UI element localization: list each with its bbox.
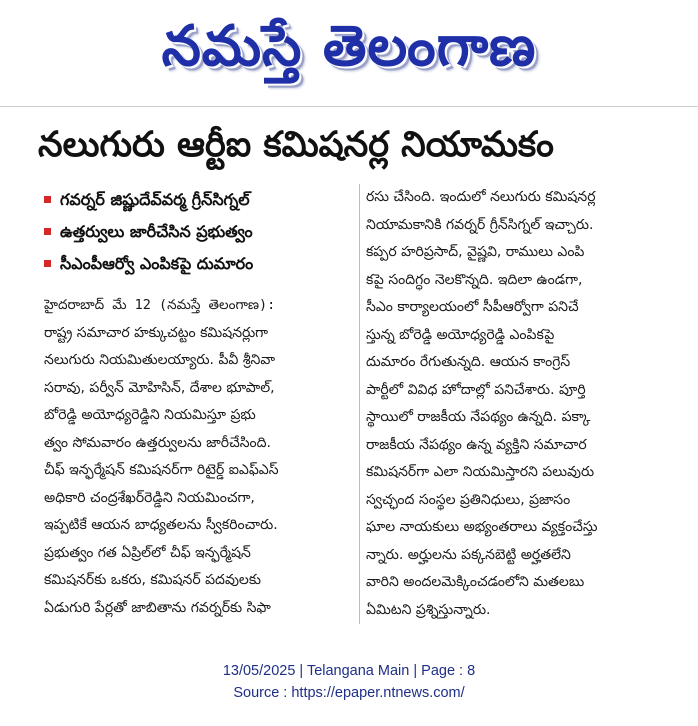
body-line: కపై సందిగ్ధం నెలకొన్నది. ఇదిలా ఉండగా, xyxy=(366,271,583,288)
masthead-divider xyxy=(0,106,698,107)
body-line: నియామకానికి గవర్నర్ గ్రీన్‌సిగ్నల్ ఇచ్చారు. xyxy=(366,216,594,233)
body-line: ఏడుగురి పేర్లతో జాబితాను గవర్నర్‌కు సిఫా xyxy=(44,599,271,616)
body-line: పార్టీలో వివిధ హోదాల్లో పనిచేశారు. పూర్తి xyxy=(366,381,586,398)
body-line: స్థాయిలో రాజకీయ నేపథ్యం ఉన్నది. పక్కా xyxy=(366,409,591,425)
body-line: ఏమిటని ప్రశ్నిస్తున్నారు. xyxy=(366,601,491,618)
subheadline-item xyxy=(44,216,358,248)
subheadline-text: ఉత్తర్వులు జారీచేసిన ప్రభుత్వం xyxy=(60,222,253,241)
body-line: న్నారు. అర్హులను పక్కనబెట్టి అర్హతలేని xyxy=(366,546,571,563)
newspaper-logo: నమస్తే తెలంగాణ xyxy=(161,13,537,79)
body-line: ఘాల నాయకులు అభ్యంతరాలు వ్యక్తంచేస్తు xyxy=(366,519,598,535)
body-line: అధికారి చంద్రశేఖర్‌రెడ్డిని నియమించగా, xyxy=(44,489,255,506)
body-line: బోరెడ్డి అయోధ్యరెడ్డిని నియమిస్తూ ప్రభు xyxy=(44,407,256,423)
body-line: రసు చేసింది. ఇందులో నలుగురు కమిషనర్ల xyxy=(366,189,596,205)
subheadline-item xyxy=(44,184,358,216)
body-line: కప్పర హరిప్రసాద్, వైష్ణవి, రాములు ఎంపి xyxy=(366,244,585,260)
square-bullet-icon xyxy=(44,228,51,235)
body-line: వారిని అందలమెక్కించడంలోని మతలబు xyxy=(366,574,585,590)
article-column-right xyxy=(366,184,670,624)
body-line: ప్రభుత్వం గత ఏప్రిల్‌లో చీఫ్ ఇన్ఫర్మేషన్ xyxy=(44,544,251,561)
body-line: రాష్ట్ర సమాచార హక్కుచట్టం కమిషనర్లుగా xyxy=(44,324,269,341)
body-line: కమిషనర్‌కు ఒకరు, కమిషనర్ పదవులకు xyxy=(44,572,261,588)
body-line: రాజకీయ నేపథ్యం ఉన్న వ్యక్తిని సమాచార xyxy=(366,436,587,453)
source-link[interactable]: Source : https://epaper.ntnews.com/ xyxy=(233,685,465,701)
article-headline: నలుగురు ఆర్టీఐ కమిషనర్ల నియామకం xyxy=(38,125,554,165)
masthead xyxy=(0,0,698,98)
subheadline-text: సీఎంపీఆర్వో ఎంపికపై దుమారం xyxy=(60,254,254,273)
subheadline-text: గవర్నర్ జిష్ణుదేవ్‌వర్మ గ్రీన్‌సిగ్నల్ xyxy=(60,190,250,209)
body-line: సరావు, పర్వీన్ మోహిసిన్, దేశాల భూపాల్, xyxy=(44,379,275,396)
body-line: కమిషనర్‌గా ఎలా నియమిస్తారని పలువురు xyxy=(366,464,595,480)
square-bullet-icon xyxy=(44,196,51,203)
body-line: ఇప్పటికే ఆయన బాధ్యతలను స్వీకరించారు. xyxy=(44,517,278,533)
body-line: నలుగురు నియమితులయ్యారు. పీవీ శ్రీనివా xyxy=(44,352,276,368)
square-bullet-icon xyxy=(44,260,51,267)
subheadline-list xyxy=(44,184,358,280)
dateline: హైదరాబాద్ మే 12 (నమస్తే తెలంగాణ): xyxy=(44,297,276,313)
body-line: సీఎం కార్యాలయంలో సీపీఆర్వోగా పనిచే xyxy=(366,299,579,315)
body-line: త్వం సోమవారం ఉత్తర్వులను జారీచేసింది. xyxy=(44,434,271,451)
body-line: చీఫ్ ఇన్ఫర్మేషన్ కమిషనర్‌గా రిటైర్డ్ ఐఎఫ్ఎస్ xyxy=(44,462,279,478)
column-divider xyxy=(359,184,360,624)
article-column-left xyxy=(44,292,354,622)
subheadline-item xyxy=(44,248,358,280)
body-line: స్వచ్ఛంద సంస్థల ప్రతినిధులు, ప్రజాసం xyxy=(366,491,571,508)
edition-info: 13/05/2025 | Telangana Main | Page : 8 xyxy=(222,663,476,679)
body-line: దుమారం రేగుతున్నది. ఆయన కాంగ్రెస్ xyxy=(366,354,571,370)
body-line: స్తున్న బోరెడ్డి అయోధ్యరెడ్డి ఎంపికపై xyxy=(366,326,555,343)
footer xyxy=(0,660,698,704)
